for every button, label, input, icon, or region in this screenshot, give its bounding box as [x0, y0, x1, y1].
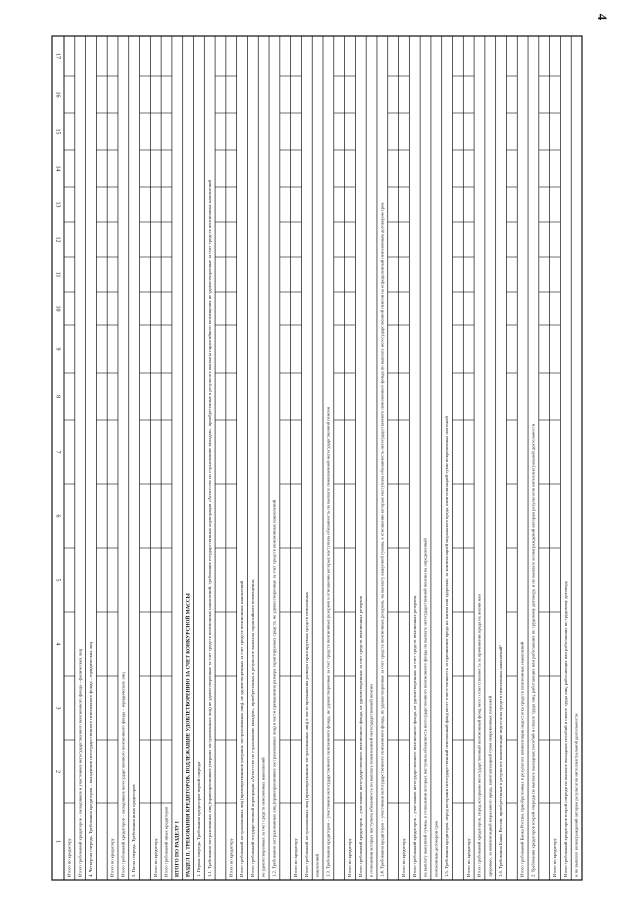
row-label: 5. Пятая очередь. Требования иных кредиторов [131, 784, 137, 877]
row-label: РАЗДЕЛ II. ТРЕБОВАНИЯ КРЕДИТОРОВ, ПОДЛЕЖАЩИЕ УДОВЛЕТВОРЕНИЮ ЗА СЧЕТ КОНКУРСНОЙ МАССЫ [185, 593, 192, 877]
column-number: 17 [54, 53, 61, 59]
column-number: 12 [54, 236, 61, 243]
column-number: 1 [54, 840, 61, 843]
row-label: 4. Четвертая очередь. Требования кредиторов – вкладчиков негосударственного пенсионного фонда – юридических лиц [88, 642, 94, 877]
row-label: Итого по кредитору [109, 838, 115, 877]
row-label: Итого по кредитору [465, 838, 471, 877]
row-label: и по выплате вознаграждений авторам результатов интеллектуальной деятельности [573, 713, 579, 877]
column-number: 5 [54, 578, 61, 582]
row-label: Итого требований кредиторов – вкладчиков и участников негосударственного пенсионного фонда – физических лиц [77, 648, 83, 877]
row-label: пенсионным договором срок [433, 820, 439, 877]
row-label: в отношении которых наступила обязанность по выплате пожизненной негосударственной пенсии [368, 684, 374, 877]
row-label: Итого требований государственной корпорации «Агентство по страхованию вкладов», приобретенных в результате выплаты гарантийного возмещения, [249, 579, 255, 877]
row-label: Итого требований иных кредиторов [163, 806, 169, 877]
row-label: Итого по кредитору [401, 838, 406, 877]
row-label: Итого по кредитору [152, 838, 158, 877]
row-label: накоплений [314, 854, 320, 877]
row-label: Итого по кредитору [552, 838, 558, 877]
row-label: ИТОГО ПО РАЗДЕЛУ I [174, 821, 181, 877]
column-number: 3 [54, 706, 61, 710]
column-number: 16 [54, 91, 61, 98]
row-label: Итого требований кредиторов – участников негосударственного пенсионного фонда, не удовлетворенных за счет средств пенсионных резервов [357, 596, 363, 877]
row-label: Итого требований застрахованных лиц (правопреемников умерших застрахованных лиц), не удовлетворенных за счет средств пенсионных накоплений [239, 580, 245, 877]
row-label: 1.3. Требования кредиторов – участников негосударственного пенсионного фонда, не удовлетворенные за счет средств пенсионных резервов в отношении которых наступила обязанность по выплате пожизненной негосударственной пенсии [325, 406, 331, 877]
column-number: 2 [54, 770, 61, 773]
row-label: Итого требований застрахованных лиц (правопреемников застрахованных лиц) в части превышения размера гарантируемых средств пенсионных [303, 591, 309, 877]
row-label: 1.4. Требования кредиторов – участников негосударственного пенсионного фонда, не удовлетворенные за счет средств пенсионных резервов, на выплату выкупной суммы, в отношении которых наступила обязанность негосударственного пенсионного фонда по выплате негосударственной пенсии на определенный пенсионным договором срок [379, 202, 385, 878]
row-label: 1.1. Требования застрахованных лиц (правопреемников умерших застрахованных лиц) не удовлетворенные за счет средств пенсионных накоплений, требования государственных корпорации «Агентство по страхованию вкладов», приобретенные в результате выплаты гарантийного возмещения не удовлетворенные за счет средств пенсионных накоплений [206, 180, 212, 877]
column-number: 11 [54, 271, 61, 278]
column-number: 15 [54, 128, 61, 135]
row-label: Итого требований кредиторов – участников негосударственного пенсионного фонда, не удовлетворенных за счет средств пенсионных резервов, [411, 594, 417, 877]
row-label: Итого по кредитору [293, 838, 299, 877]
row-label: не удовлетворенных за счет средств пенсионных накоплений [260, 757, 266, 877]
row-label: Итого по кредитору [347, 838, 353, 877]
column-number: 6 [54, 514, 61, 518]
column-number: 13 [54, 201, 61, 208]
row-label: Итого по кредитору [66, 838, 72, 877]
row-label: 1.5. Требования кредиторов, перед которыми негосударственный пенсионный фонд несет ответственность за причинение вреда их жизни или здоровью, за компенсацией морального вреда, капитализацией сумм повременных платежей [444, 416, 450, 877]
row-label: Итого требований кредиторов, перед которыми негосударственный пенсионный фонд несет ответственность за причинение вреда их жизни или [476, 594, 482, 877]
row-label: 2. Требования кредиторов второй очереди по выплате выходных пособий и оплате труда лиц, работающих или работавших по трудовому договору, и по выплате вознаграждений авторам результатов интеллектуальной деятельности [530, 423, 536, 877]
row-label: Итого требований кредиторов – вкладчиков негосударственного пенсионного фонда – юридических лиц [120, 672, 126, 877]
column-number: 7 [54, 450, 61, 454]
column-number: 8 [54, 395, 61, 398]
row-label: Итого требований Банка России, приобретенных в результате компенсации недостатка средств пенсионных накоплений [519, 641, 525, 877]
page-number: 4 [595, 13, 610, 21]
row-label: 1.2. Требования застрахованных лиц (правопреемников застрахованных лиц) в части превышения размера гарантируемых средств, не удовлетворенные за счет средств пенсионных накоплений [271, 499, 277, 877]
row-label: на выплату выкупной суммы, в отношении которых наступила обязанность негосударственного пенсионного фонда по выплате негосударственной пенсии на определенный [422, 538, 428, 877]
row-label: 1.6. Требования Банка России, приобретенные в результате компенсации недостатка средств пенсионных накоплений⁵ [498, 645, 504, 877]
column-number: 10 [54, 305, 61, 312]
column-number: 9 [54, 347, 61, 351]
row-label: 1. Первая очередь. Требования кредиторов первой очереди [195, 761, 201, 877]
row-label: Итого требований кредиторов второй очереди по выплате выходных пособий и оплате труда лиц, работающих или работавших по трудовому договору, [562, 580, 568, 877]
row-label: Итого по кредитору [228, 838, 234, 877]
column-number: 14 [54, 165, 61, 172]
column-number: 4 [54, 642, 61, 646]
row-label: здоровью, за компенсацией морального вреда, капитализацией сумм повременных платежей [487, 695, 493, 877]
